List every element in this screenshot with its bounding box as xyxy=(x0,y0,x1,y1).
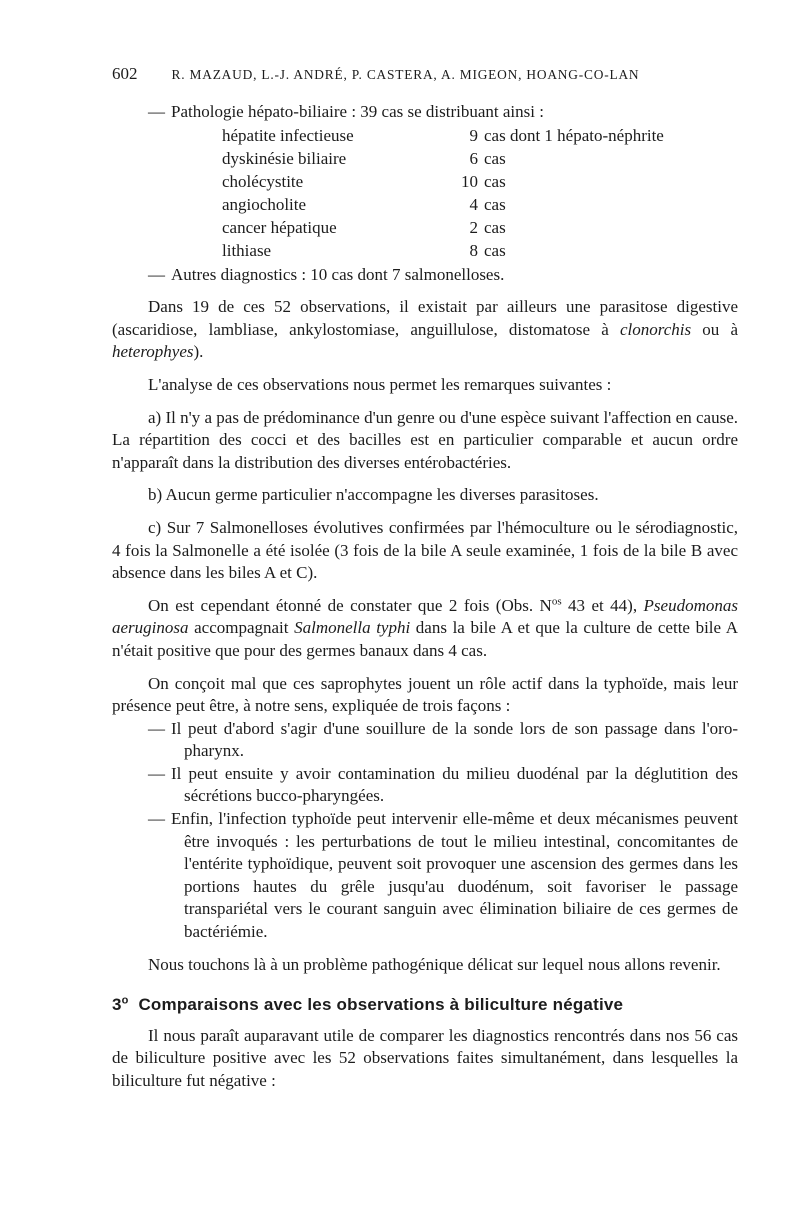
paragraph-pseudomonas: On est cependant étonné de constater que 2 fois (Obs. $N^{os}$ 43 et 44), Pseudomonas aeruginosa accompagnait Salmonella typhi dans la bile A et que la culture de cette bile A n'était positive que pour des germes banaux dans 4 cas. xyxy=(112,595,739,660)
table-row xyxy=(222,193,664,216)
diagnosis-count: 8 xyxy=(469,240,478,260)
diagnosis-unit: cas dont 1 hépato-néphrite xyxy=(484,125,664,145)
diagnosis-count: 2 xyxy=(469,217,478,237)
diagnosis-count: 6 xyxy=(469,148,478,168)
running-header xyxy=(112,62,732,87)
diagnosis-label: hépatite infectieuse xyxy=(222,125,354,145)
diagnosis-count: 10 xyxy=(461,171,478,191)
paragraph-analysis: L'analyse de ces observations nous permet les remarques suivantes : xyxy=(148,374,612,394)
paragraph-remark-b: b) Aucun germe particulier n'accompagne les diverses parasitoses. xyxy=(148,485,599,505)
paragraph-saprophytes: On conçoit mal que ces saprophytes jouent un rôle actif dans la typhoïde, mais leur présence peut être, à notre sens, expliquée de trois façons : xyxy=(112,673,738,716)
table-row xyxy=(222,124,664,147)
diagnosis-unit: cas xyxy=(484,217,506,237)
diagnosis-unit: cas xyxy=(484,194,506,214)
diagnosis-unit: cas xyxy=(484,240,506,260)
table-row xyxy=(222,170,664,193)
diagnosis-count: 4 xyxy=(469,194,478,214)
list-item: — Il peut ensuite y avoir contamination du milieu duodénal par la déglutition des sécrétions bucco-pharyngées. xyxy=(148,763,738,806)
page-number: 602 xyxy=(112,64,138,83)
diagnosis-label: angiocholite xyxy=(222,194,307,214)
diagnosis-label: cancer hépatique xyxy=(222,217,337,237)
diagnosis-table xyxy=(222,124,664,262)
table-row xyxy=(222,216,664,239)
body-text xyxy=(112,101,738,1093)
paragraph-remark-a: a) Il n'y a pas de prédominance d'un genre ou d'une espèce suivant l'affection en cause. La répartition des cocci et des bacilles est en particulier comparable et aucun ordre n'apparaît dans la distribution des diverses entérobactéries. xyxy=(112,407,738,472)
list-intro: — Pathologie hépato-biliaire : 39 cas se distribuant ainsi : xyxy=(148,102,544,121)
section-heading: 3$^o$ Comparaisons avec les observations à biliculture négative xyxy=(112,994,624,1015)
paragraph-parasitoses: Dans 19 de ces 52 observations, il existait par ailleurs une parasitose digestive (ascaridiose, lambliase, ankylostomiase, anguillulose, distomatose à clonorchis ou à heterophyes). xyxy=(112,297,738,362)
list-item: — Enfin, l'infection typhoïde peut intervenir elle-même et deux mécanismes peuvent être invoqués : les perturbations de tout le milieu intestinal, concomitantes de l'entérite typhoïdique, peuvent soit provoquer une ascension des germes dans les portions hautes du grêle jusqu'au duodénum, soit favoriser le passage transpariétal vers le courant sanguin avec élimination biliaire de ces germes de bactériémie. xyxy=(148,809,738,942)
table-row xyxy=(222,147,664,170)
diagnosis-label: cholécystite xyxy=(222,171,304,191)
diagnosis-label: dyskinésie biliaire xyxy=(222,148,347,168)
paragraph-remark-c: c) Sur 7 Salmonelloses évolutives confirmées par l'hémoculture ou le sérodiagnostic, 4 fois la Salmonelle a été isolée (3 fois de la bile A seule examinée, 1 fois de la bile B avec absence dans les biles A et C). xyxy=(112,517,738,583)
diagnosis-count: 9 xyxy=(469,125,478,145)
authors-line: R. MAZAUD, L.-J. ANDRÉ, P. CASTERA, A. MIGEON, HOANG-CO-LAN xyxy=(171,67,640,82)
diagnosis-unit: cas xyxy=(484,171,506,191)
diagnosis-unit: cas xyxy=(484,148,506,168)
table-row xyxy=(222,239,664,262)
other-diagnostics: — Autres diagnostics : 10 cas dont 7 salmonelloses. xyxy=(148,264,505,284)
diagnosis-label: lithiase xyxy=(222,240,272,260)
list-item: — Il peut d'abord s'agir d'une souillure de la sonde lors de son passage dans l'oro-pharynx. xyxy=(148,718,738,761)
paragraph-comparison: Il nous paraît auparavant utile de comparer les diagnostics rencontrés dans nos 56 cas de biliculture positive avec les 52 observations faites simultanément, dans lesquelles la biliculture fut négative : xyxy=(112,1025,738,1090)
paragraph-pathogenic: Nous touchons là à un problème pathogénique délicat sur lequel nous allons revenir. xyxy=(148,954,721,974)
